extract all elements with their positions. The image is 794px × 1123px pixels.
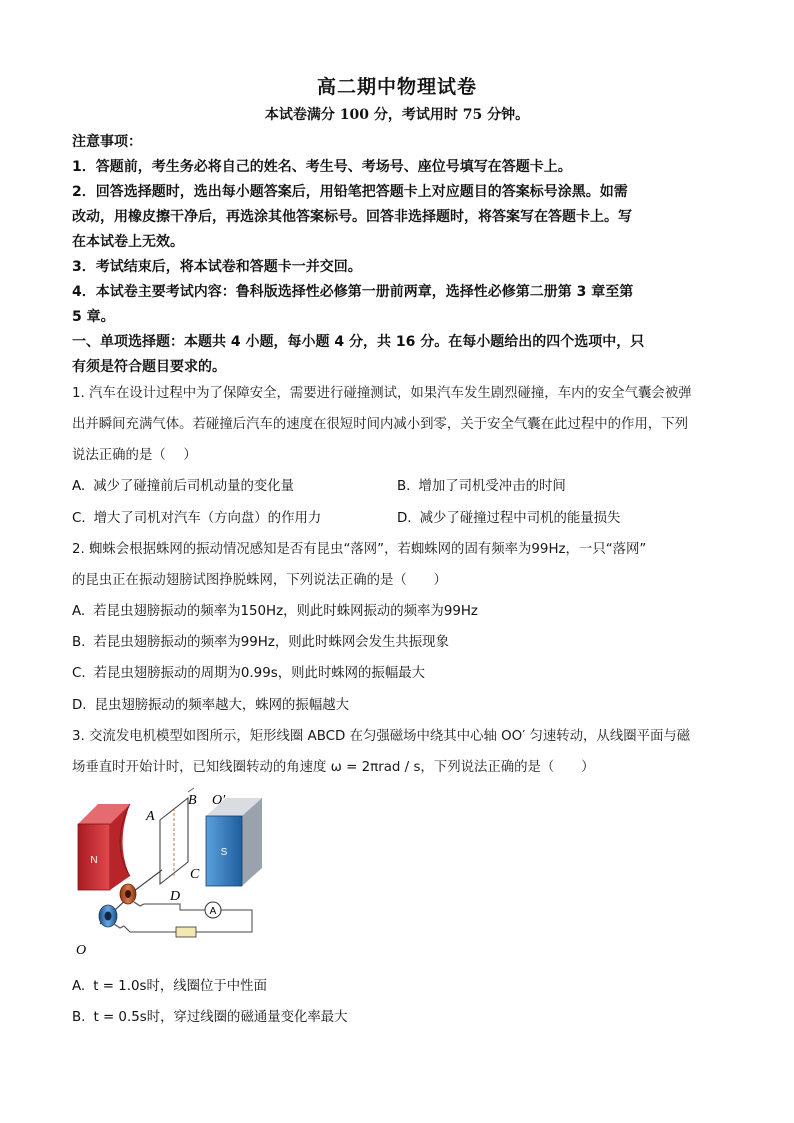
question-1-option-a	[72, 475, 294, 494]
option-label: C.	[72, 511, 86, 526]
option-text: 若昆虫翅膀振动的周期为0.99s，则此时蛛网的振幅最大	[93, 666, 425, 681]
question-2-option-b	[72, 631, 449, 650]
notice-line: 1．答题前，考生务必将自己的姓名、考生号、考场号、座位号填写在答题卡上。	[72, 159, 572, 175]
question-3-option-b	[72, 1006, 348, 1025]
option-label: B.	[72, 635, 86, 650]
ammeter	[205, 902, 221, 918]
notice-line: 3．考试结束后，将本试卷和答题卡一并交回。	[72, 259, 362, 275]
notice-line: 在本试卷上无效。	[72, 234, 184, 250]
question-1-stem: 出并瞬间充满气体。若碰撞后汽车的速度在很短时间内减小到零，关于安全气囊在此过程中的作用，下列	[72, 417, 688, 432]
option-text: 若昆虫翅膀振动的频率为99Hz，则此时蛛网会发生共振现象	[93, 635, 449, 650]
question-2-option-c	[72, 662, 425, 681]
south-label: S	[220, 847, 228, 858]
question-3-stem: 3. 交流发电机模型如图所示，矩形线圈 ABCD 在匀强磁场中绕其中心轴 OO′ 匀速转动，从线圈平面与磁	[72, 729, 691, 744]
page-subtitle: 本试卷满分 100 分，考试用时 75 分钟。	[264, 107, 530, 123]
option-label: D.	[397, 511, 412, 526]
question-1-option-d	[397, 507, 620, 526]
question-1-option-c	[72, 507, 321, 526]
north-magnet	[78, 804, 130, 890]
option-label: A.	[72, 479, 86, 494]
question-2-stem: 的昆虫正在振动翅膀试图挣脱蛛网，下列说法正确的是（ ）	[72, 573, 447, 588]
question-3-stem: 场垂直时开始计时，已知线圈转动的角速度 ω = 2πrad / s，下列说法正确的是（ ）	[72, 760, 595, 775]
option-label: D.	[72, 698, 87, 713]
notice-line: 5 章。	[72, 309, 115, 325]
option-label: C.	[72, 666, 86, 681]
option-text: 减少了碰撞过程中司机的能量损失	[419, 511, 621, 526]
option-label: B.	[72, 1010, 86, 1025]
option-text: 减少了碰撞前后司机动量的变化量	[93, 479, 295, 494]
notice-line: 4．本试卷主要考试内容：鲁科版选择性必修第一册前两章，选择性必修第二册第 3 章至第	[72, 284, 634, 300]
question-1-option-b	[397, 475, 566, 494]
section-heading: 一、单项选择题：本题共 4 小题，每小题 4 分，共 16 分。在每小题给出的四个选项中，只	[72, 334, 645, 350]
label-c: C	[190, 867, 200, 882]
label-o-prime: O′	[212, 793, 226, 808]
notice-heading: 注意事项：	[72, 134, 142, 150]
question-1-stem: 说法正确的是（ ）	[72, 448, 197, 463]
ammeter-label: A	[209, 906, 217, 917]
label-o: O	[76, 943, 87, 958]
option-label: A.	[72, 604, 86, 619]
notice-line: 改动，用橡皮擦干净后，再选涂其他答案标号。回答非选择题时，将答案写在答题卡上。写	[72, 209, 632, 225]
north-label: N	[90, 855, 98, 866]
option-text: 增加了司机受冲击的时间	[418, 479, 566, 494]
label-d: D	[170, 889, 181, 904]
resistor	[176, 927, 196, 937]
label-b: B	[188, 793, 197, 808]
option-text: t = 1.0s时，线圈位于中性面	[93, 979, 267, 994]
question-3-option-a	[72, 975, 267, 994]
label-a: A	[146, 809, 155, 824]
section-heading: 有须是符合题目要求的。	[72, 359, 226, 375]
page-title: 高二期中物理试卷	[316, 76, 477, 98]
option-text: 昆虫翅膀振动的频率越大，蛛网的振幅越大	[94, 698, 349, 713]
question-2-option-a	[72, 600, 478, 619]
option-text: 若昆虫翅膀振动的频率为150Hz，则此时蛛网振动的频率为99Hz	[93, 604, 478, 619]
question-1-stem: 1. 汽车在设计过程中为了保障安全，需要进行碰撞测试，如果汽车发生剧烈碰撞，车内的安全气囊会被弹	[72, 386, 692, 401]
option-label: B.	[397, 479, 411, 494]
generator-figure	[70, 784, 282, 964]
south-magnet	[206, 798, 262, 886]
slip-ring-copper	[120, 884, 136, 904]
option-label: A.	[72, 979, 86, 994]
question-2-stem: 2. 蜘蛛会根据蛛网的振动情况感知是否有昆虫“落网”，若蜘蛛网的固有频率为99Hz，一只“落网”	[72, 542, 647, 557]
question-2-option-d	[72, 694, 349, 713]
option-text: t = 0.5s时，穿过线圈的磁通量变化率最大	[93, 1010, 348, 1025]
option-text: 增大了司机对汽车（方向盘）的作用力	[93, 511, 322, 526]
notice-line: 2．回答选择题时，选出每小题答案后，用铅笔把答题卡上对应题目的答案标号涂黑。如需	[72, 184, 628, 200]
